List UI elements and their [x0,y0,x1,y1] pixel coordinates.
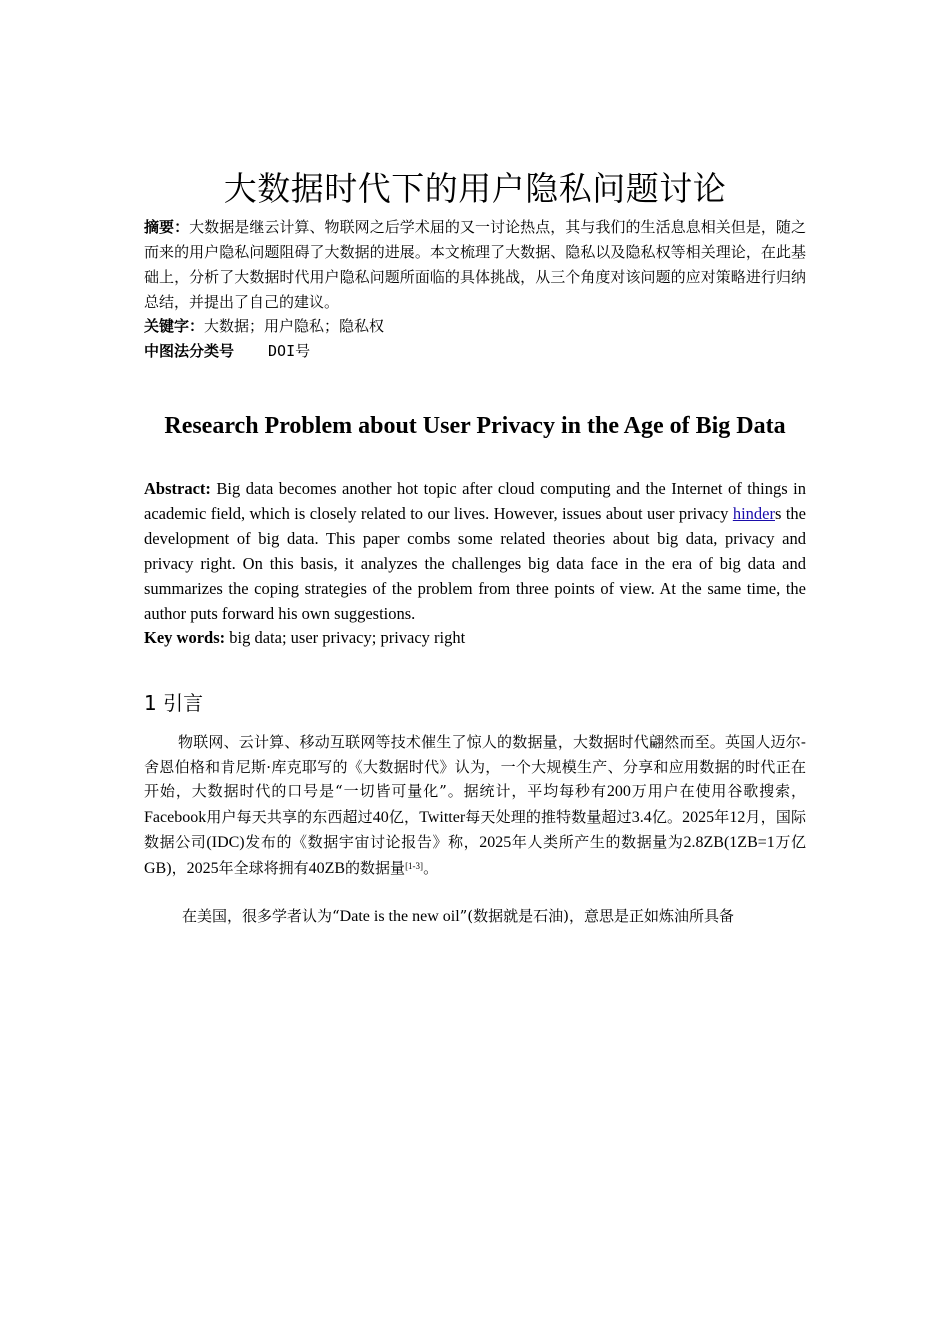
english-abstract-text-1: Big data becomes another hot topic after cloud computing and the Internet of things in academic field, which is closely related to our lives. However, issues about user privacy [144,479,806,523]
english-abstract-label: Abstract: [144,479,211,498]
para1-text: 2025 [479,834,512,851]
english-title: Research Problem about User Privacy in the Age of Big Data [164,413,786,439]
para1-text: 12 [729,808,746,826]
para2-text: ”(数据就是石油)，意思是正如炼油所具备 [459,907,735,925]
para2-text: 在美国，很多学者认为“ [182,907,340,925]
para1-text: Twitter [419,808,466,826]
english-abstract-text-2: s the development of big data. This paper combs some related theories about big data, privacy and privacy right. On this basis, it analyzes the challenges big data face in the era of big data and summarizes the coping strategies of the problem from three points of view. At the same time, the author puts forward his own suggestions. [144,504,806,623]
doi-label: DOI号 [268,342,311,360]
para2-text: Date is the new oil [339,908,460,925]
para1-text: Facebook [144,808,207,826]
para1-text: 2025 [186,859,219,877]
para1-text: GB) [144,859,172,877]
para1-text: ， [171,858,187,877]
chinese-keywords-label: 关键字： [144,317,205,335]
para1-text: 年人类所产生的数据量为 [511,833,684,851]
para1-text: 3.4 [631,808,652,826]
para1-text: 亿。 [651,807,683,826]
para1-text: 2025 [682,808,715,826]
english-keywords-label: Key words: [144,628,226,647]
para1-text: 每天处理的推特数量超过 [465,807,632,826]
english-keywords-text: big data; user privacy; privacy right [225,628,466,647]
para1-text: 物联网、云计算、移动互联网等技术催生了惊人的数据量，大数据时代翩然而至。英国人迈尔-舍恩伯格和肯尼斯·库克耶写的《大数据时代》认为，一个大规模生产、分享和应用数据的时代正在开始，大数据时代的口号是“一切皆可量化”。据统计，平均每秒有 [144,733,806,800]
hinder-link[interactable]: hinder [732,504,775,523]
para1-text: 亿， [388,807,420,826]
para1-text: 的数据量 [345,858,406,877]
para1-text: 40 [372,808,389,826]
english-abstract [144,476,806,626]
para1-text: 万用户在使用谷歌搜索， [630,782,806,800]
para1-text: 200 [606,783,631,800]
para1-text: 年全球将拥有 [218,858,309,877]
english-keywords [144,625,806,650]
intro-paragraph-2 [144,904,806,930]
para1-text: 月，国际数据公司 [144,807,806,851]
para1-text: 。 [423,858,439,877]
section-heading-intro: 1 引言 [144,691,204,715]
classification-line [144,339,806,364]
para1-text: 40ZB [308,859,346,877]
clc-label: 中图法分类号 [144,342,235,360]
chinese-abstract [144,215,806,315]
chinese-abstract-label: 摘要： [144,218,190,236]
para1-text: 年 [714,807,730,826]
chinese-keywords [144,314,806,339]
chinese-keywords-text: 大数据；用户隐私；隐私权 [204,317,385,335]
citation-1-3[interactable]: [1-3] [405,860,424,871]
para1-text: 发布的《数据宇宙讨论报告》称， [244,833,480,851]
intro-paragraph-1 [144,730,806,881]
para1-text: (IDC) [206,834,245,851]
chinese-abstract-text: 大数据是继云计算、物联网之后学术届的又一讨论热点，其与我们的生活息息相关但是，随之而来的用户隐私问题阻碍了大数据的进展。本文梳理了大数据、隐私以及隐私权等相关理论，在此基础上，分析了大数据时代用户隐私问题所面临的具体挑战，从三个角度对该问题的应对策略进行归纳总结，并提出了自己的建议。 [144,218,806,311]
para1-text: 用户每天共享的东西超过 [206,807,373,826]
chinese-title: 大数据时代下的用户隐私问题讨论 [223,169,727,208]
para1-text: 万亿 [774,833,806,851]
para1-text: 2.8ZB(1ZB=1 [683,834,775,851]
